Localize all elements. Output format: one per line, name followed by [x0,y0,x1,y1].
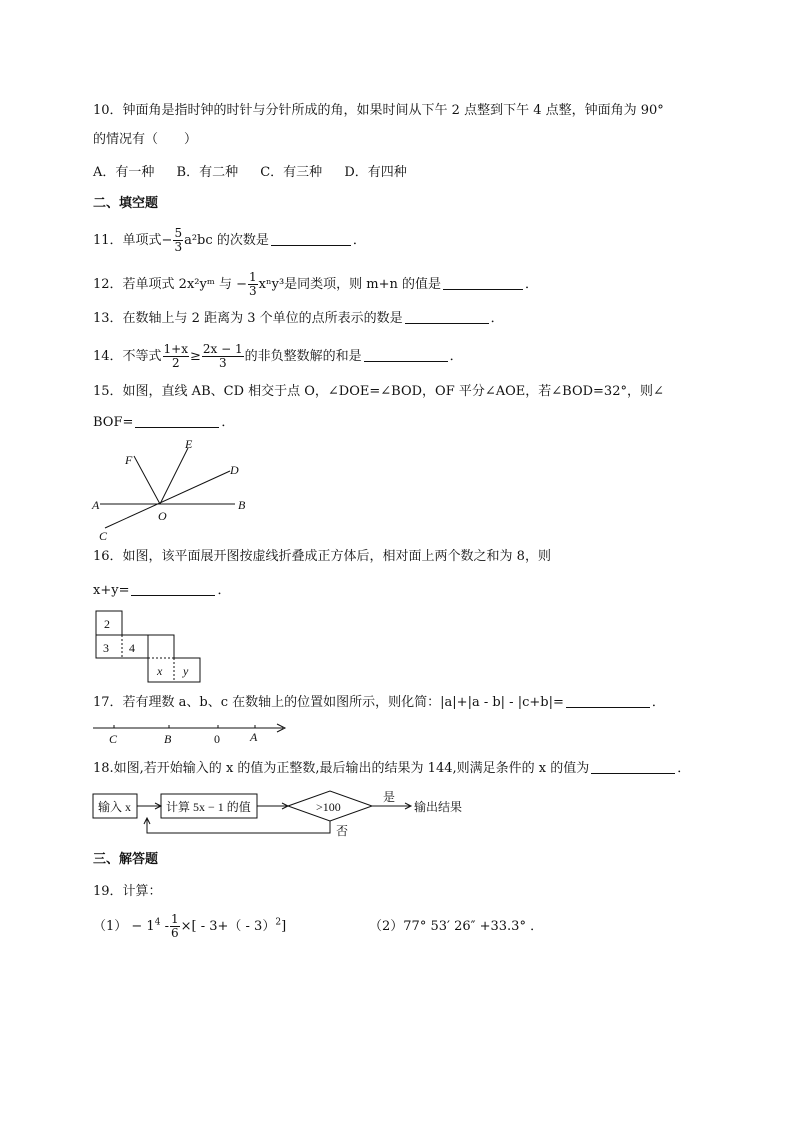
section-heading-solve: 三、解答题 [93,852,159,867]
q14-answer-blank[interactable] [364,348,448,362]
q14-relation: ≥ [190,349,201,364]
q17-text: 17．若有理数 a、b、c 在数轴上的位置如图所示，则化简：|a|+|a - b| - |c+b|= [93,695,564,710]
q11-answer-blank[interactable] [271,232,351,246]
q10-line2: 的情况有（ ） [93,132,198,147]
q19-p1-fraction [170,913,180,940]
option-d[interactable]: D．有四种 [344,165,407,180]
q19-p1-num: 1 [170,912,179,926]
option-b[interactable]: B．有二种 [176,165,239,180]
label-c: C [109,732,118,746]
q19-p1-exponent2: 2 [275,917,282,928]
q16-sum-label: x+y= [93,583,130,598]
q19-p1-den: 6 [170,926,179,940]
option-c[interactable]: C．有三种 [260,165,323,180]
q12-num: 1 [249,270,257,284]
q18-flowchart [92,789,472,841]
q11-end: ． [352,233,366,248]
q14-pre: 14．不等式 [93,349,162,364]
flow-loop-back [147,818,330,833]
flow-input-label: 输入 x [98,800,132,814]
q17-number-line [93,718,293,748]
q19-p1-minus: - [160,919,169,934]
q10-options [93,164,425,182]
flow-condition: >100 [316,800,341,814]
q14-fraction-right [202,343,244,370]
q12-fraction [248,271,258,298]
q18 [93,760,690,778]
label-zero: 0 [214,732,220,746]
q16-answer-blank[interactable] [131,582,215,596]
q13-answer-blank[interactable] [405,310,489,324]
q14-end: ． [449,349,463,364]
q11-num: 5 [174,226,183,240]
q12-den: 3 [249,284,257,298]
q13-end: ． [490,311,504,326]
q19-part1 [93,913,286,940]
q14-num-right: 2x − 1 [202,342,243,356]
label-a: A [250,730,258,744]
q11-fraction [173,227,183,254]
flow-output-label: 输出结果 [414,800,463,814]
q16-line1: 16．如图，该平面展开图按虚线折叠成正方体后，相对面上两个数之和为 8，则 [93,549,551,564]
q19-title: 19．计算： [93,884,162,899]
q17-answer-blank[interactable] [566,694,650,708]
label-c: C [99,529,108,543]
net-value-3: 3 [103,641,109,655]
ray-oe [160,448,188,504]
net-value-4: 4 [129,641,135,655]
q19-p1-post: ×[ - 3+（ - 3） [180,919,276,934]
q10-line1: 10．钟面角是指时钟的时针与分针所成的角，如果时间从下午 2 点整到下午 4 点整，钟面角为 90° [93,103,664,118]
line-cd [105,471,230,528]
q16-end: ． [217,583,231,598]
q11-post: 的次数是 [216,233,269,248]
q13 [93,310,504,328]
q15-answer-blank[interactable] [135,414,219,428]
q19-p1-pre: （1） − 1 [93,919,155,934]
label-d: D [230,463,239,477]
q12-monomial: xⁿy³ [258,277,285,292]
label-e: E [185,437,193,451]
q16-line2 [93,582,230,600]
label-f: F [125,453,133,467]
q14-fraction-left [163,343,189,370]
q14 [93,343,463,370]
flow-yes-label: 是 [383,790,396,804]
q12-pre: 12．若单项式 2x²yᵐ 与 [93,277,232,292]
q17 [93,694,665,712]
q15-line2 [93,414,234,432]
q11-pre: 11．单项式 [93,233,162,248]
q12-answer-blank[interactable] [443,276,523,290]
q13-text: 13．在数轴上与 2 距离为 3 个单位的点所表示的数是 [93,311,403,326]
label-b: B [164,732,172,746]
label-a: A [92,498,100,512]
net-value-2: 2 [104,617,110,631]
q12-post: 是同类项，则 m+n 的值是 [284,277,442,292]
flow-no-label: 否 [336,824,349,838]
net-value-y: y [183,664,189,678]
q18-text: 18.如图,若开始输入的 x 的值为正整数,最后输出的结果为 144,则满足条件的 x 的值为 [93,761,590,776]
ray-of [134,456,160,504]
q11-den: 3 [174,240,183,254]
q19-p1-exponent: 4 [154,917,161,928]
q16-cube-net [94,610,204,685]
q14-den-left: 2 [171,356,180,370]
label-b: B [238,498,246,512]
q18-end: ． [677,761,691,776]
q15-bof-label: BOF= [93,415,134,430]
q15-end: ． [221,415,235,430]
option-a[interactable]: A．有一种 [93,165,155,180]
q17-end: ． [651,695,665,710]
q15-angle-figure [90,436,260,546]
q11 [93,227,366,254]
q11-monomial: a²bc [184,233,213,248]
label-o: O [158,509,167,523]
q12 [93,271,538,298]
q11-sign: − [161,233,173,248]
q14-num-left: 1+x [163,342,189,356]
section-heading-fill-blank: 二、填空题 [93,196,159,211]
flow-compute-label: 计算 5x − 1 的值 [166,800,251,814]
q15-line1: 15．如图，直线 AB、CD 相交于点 O，∠DOE=∠BOD，OF 平分∠AOE，若∠BOD=32°，则∠ [93,384,664,399]
q12-end: ． [525,277,539,292]
q14-den-right: 3 [218,356,227,370]
net-value-x: x [157,664,163,678]
q18-answer-blank[interactable] [591,760,675,774]
q14-post: 的非负整数解的和是 [244,349,362,364]
q12-sign: − [236,277,247,292]
q19-p1-end: ] [281,919,287,934]
q19-part2: （2）77° 53′ 26″ +33.3° ． [369,919,544,934]
